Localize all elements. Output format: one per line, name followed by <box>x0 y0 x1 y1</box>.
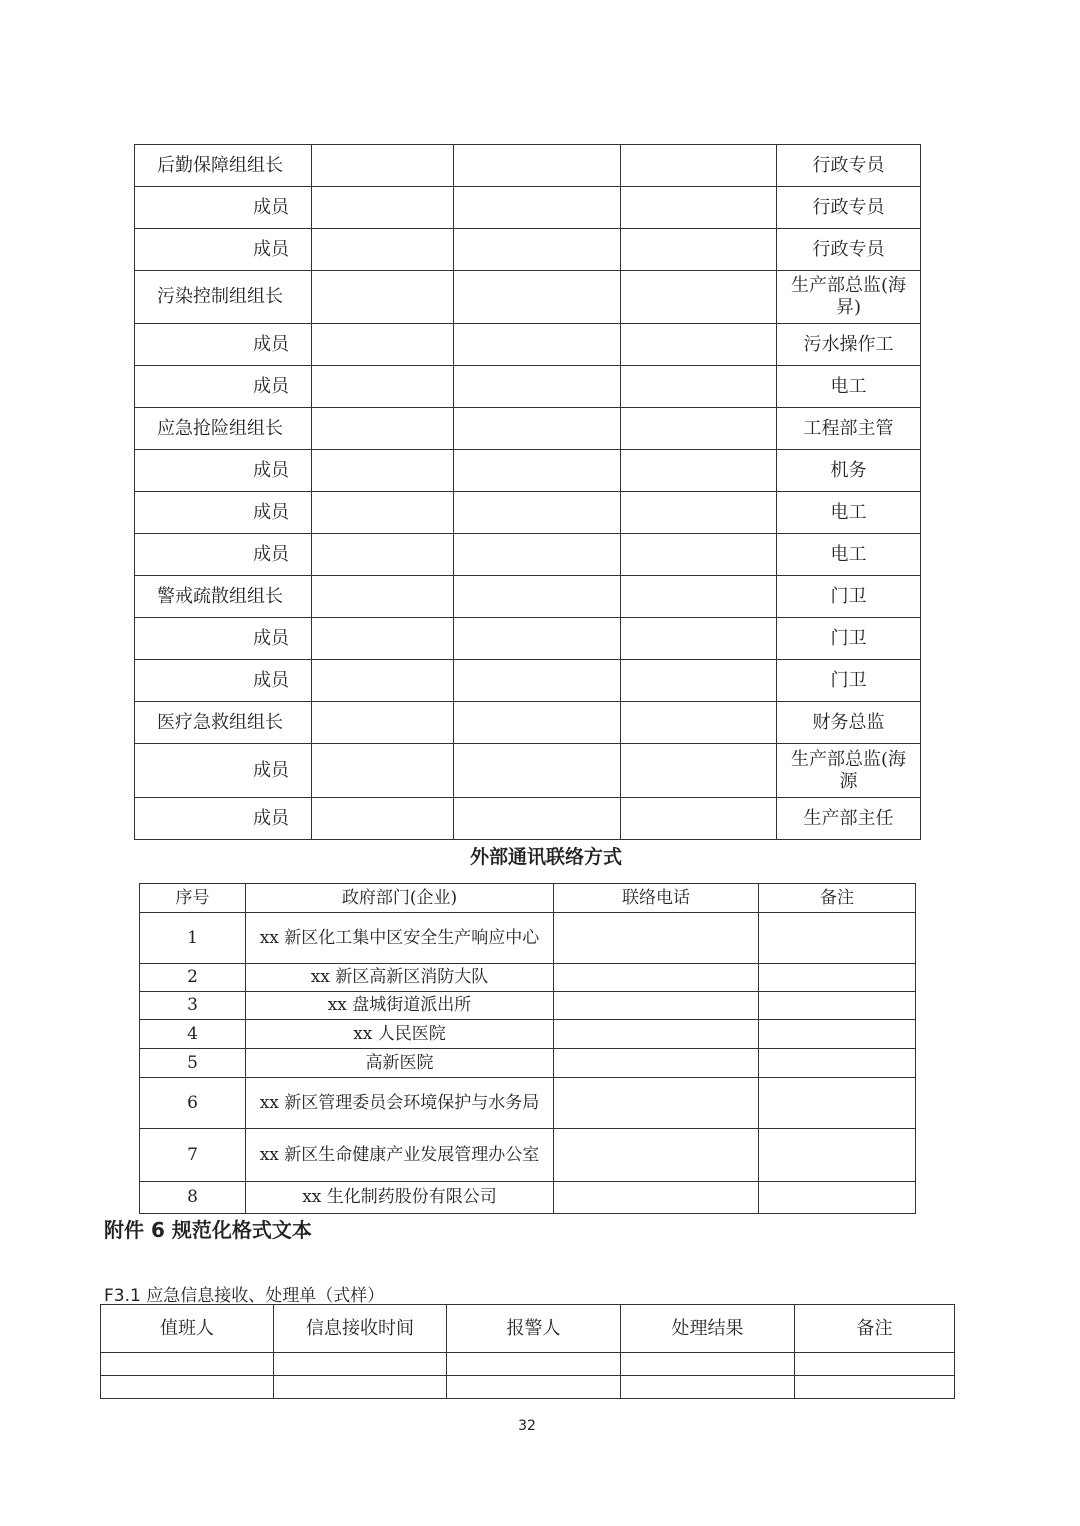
empty-cell <box>621 271 777 324</box>
empty-cell <box>101 1353 274 1376</box>
team-row <box>135 618 921 660</box>
empty-cell <box>621 744 777 798</box>
empty-cell <box>101 1376 274 1399</box>
post-cell: 生产部主任 <box>777 798 921 840</box>
department-cell: xx 人民医院 <box>246 1020 554 1049</box>
external-contacts-title: 外部通讯联络方式 <box>469 846 622 868</box>
header-cell: 值班人 <box>101 1305 274 1353</box>
table-row <box>101 1376 955 1399</box>
role-cell: 成员 <box>135 492 312 534</box>
empty-cell <box>621 366 777 408</box>
empty-cell <box>312 366 454 408</box>
number-cell: 4 <box>140 1020 246 1049</box>
team-row <box>135 576 921 618</box>
empty-cell <box>621 576 777 618</box>
empty-cell <box>621 187 777 229</box>
page-number: 32 <box>518 1418 536 1434</box>
remark-cell <box>759 1182 916 1214</box>
role-cell: 成员 <box>135 450 312 492</box>
remark-cell <box>759 992 916 1020</box>
empty-cell <box>621 324 777 366</box>
empty-cell <box>454 145 621 187</box>
empty-cell <box>454 271 621 324</box>
empty-cell <box>312 660 454 702</box>
empty-cell <box>454 576 621 618</box>
empty-cell <box>795 1353 955 1376</box>
phone-cell <box>554 913 759 964</box>
phone-cell <box>554 1049 759 1078</box>
empty-cell <box>312 534 454 576</box>
remark-cell <box>759 1078 916 1129</box>
department-cell: xx 新区管理委员会环境保护与水务局 <box>246 1078 554 1129</box>
role-cell: 成员 <box>135 534 312 576</box>
table-header-row <box>140 884 916 913</box>
empty-cell <box>621 450 777 492</box>
form-caption: F3.1 应急信息接收、处理单（式样） <box>104 1286 385 1306</box>
role-cell: 应急抢险组组长 <box>135 408 312 450</box>
team-row <box>135 229 921 271</box>
role-cell: 污染控制组组长 <box>135 271 312 324</box>
empty-cell <box>454 229 621 271</box>
empty-cell <box>312 229 454 271</box>
post-cell: 生产部总监(海源 <box>777 744 921 798</box>
empty-cell <box>454 702 621 744</box>
header-cell: 政府部门(企业) <box>246 884 554 913</box>
empty-cell <box>795 1376 955 1399</box>
number-cell: 8 <box>140 1182 246 1214</box>
empty-cell <box>454 366 621 408</box>
empty-cell <box>312 324 454 366</box>
team-row <box>135 492 921 534</box>
table-row <box>140 1129 916 1182</box>
empty-cell <box>312 187 454 229</box>
post-cell: 行政专员 <box>777 145 921 187</box>
team-row <box>135 271 921 324</box>
header-cell: 处理结果 <box>621 1305 795 1353</box>
department-cell: xx 新区高新区消防大队 <box>246 964 554 992</box>
empty-cell <box>312 618 454 660</box>
post-cell: 污水操作工 <box>777 324 921 366</box>
number-cell: 1 <box>140 913 246 964</box>
remark-cell <box>759 1049 916 1078</box>
empty-cell <box>312 408 454 450</box>
team-row <box>135 534 921 576</box>
empty-cell <box>454 408 621 450</box>
department-cell: xx 盘城街道派出所 <box>246 992 554 1020</box>
department-cell: xx 新区生命健康产业发展管理办公室 <box>246 1129 554 1182</box>
empty-cell <box>621 534 777 576</box>
role-cell: 警戒疏散组组长 <box>135 576 312 618</box>
department-cell: xx 生化制药股份有限公司 <box>246 1182 554 1214</box>
empty-cell <box>312 450 454 492</box>
empty-cell <box>454 492 621 534</box>
header-cell: 备注 <box>795 1305 955 1353</box>
post-cell: 电工 <box>777 366 921 408</box>
role-cell: 医疗急救组组长 <box>135 702 312 744</box>
empty-cell <box>274 1353 447 1376</box>
number-cell: 6 <box>140 1078 246 1129</box>
phone-cell <box>554 1182 759 1214</box>
table-row <box>140 1078 916 1129</box>
table-row <box>140 1182 916 1214</box>
header-cell: 报警人 <box>447 1305 621 1353</box>
table-header-row <box>101 1305 955 1353</box>
team-row <box>135 798 921 840</box>
empty-cell <box>312 702 454 744</box>
empty-cell <box>312 492 454 534</box>
post-cell: 电工 <box>777 534 921 576</box>
empty-cell <box>312 798 454 840</box>
post-cell: 生产部总监(海昇) <box>777 271 921 324</box>
appendix-heading: 附件 6 规范化格式文本 <box>104 1218 312 1242</box>
table-row <box>140 913 916 964</box>
role-cell: 成员 <box>135 744 312 798</box>
role-cell: 成员 <box>135 324 312 366</box>
post-cell: 机务 <box>777 450 921 492</box>
header-cell: 联络电话 <box>554 884 759 913</box>
post-cell: 门卫 <box>777 576 921 618</box>
role-cell: 成员 <box>135 366 312 408</box>
team-row <box>135 660 921 702</box>
team-row <box>135 744 921 798</box>
department-cell: 高新医院 <box>246 1049 554 1078</box>
role-cell: 成员 <box>135 618 312 660</box>
table-row <box>140 1049 916 1078</box>
team-row <box>135 450 921 492</box>
empty-cell <box>621 702 777 744</box>
empty-cell <box>312 271 454 324</box>
header-cell: 备注 <box>759 884 916 913</box>
team-row <box>135 324 921 366</box>
header-cell: 信息接收时间 <box>274 1305 447 1353</box>
empty-cell <box>621 618 777 660</box>
role-cell: 成员 <box>135 660 312 702</box>
phone-cell <box>554 1020 759 1049</box>
role-cell: 后勤保障组组长 <box>135 145 312 187</box>
phone-cell <box>554 1078 759 1129</box>
role-cell: 成员 <box>135 229 312 271</box>
empty-cell <box>621 229 777 271</box>
number-cell: 5 <box>140 1049 246 1078</box>
empty-cell <box>312 576 454 618</box>
empty-cell <box>447 1376 621 1399</box>
number-cell: 2 <box>140 964 246 992</box>
team-row <box>135 187 921 229</box>
empty-cell <box>454 744 621 798</box>
number-cell: 7 <box>140 1129 246 1182</box>
team-roster-table <box>134 144 921 840</box>
empty-cell <box>621 145 777 187</box>
remark-cell <box>759 913 916 964</box>
post-cell: 工程部主管 <box>777 408 921 450</box>
phone-cell <box>554 1129 759 1182</box>
phone-cell <box>554 964 759 992</box>
team-row <box>135 408 921 450</box>
empty-cell <box>621 798 777 840</box>
empty-cell <box>621 492 777 534</box>
department-cell: xx 新区化工集中区安全生产响应中心 <box>246 913 554 964</box>
remark-cell <box>759 1020 916 1049</box>
post-cell: 财务总监 <box>777 702 921 744</box>
post-cell: 门卫 <box>777 618 921 660</box>
empty-cell <box>454 534 621 576</box>
post-cell: 电工 <box>777 492 921 534</box>
team-row <box>135 145 921 187</box>
empty-cell <box>454 450 621 492</box>
role-cell: 成员 <box>135 798 312 840</box>
number-cell: 3 <box>140 992 246 1020</box>
table-row <box>140 964 916 992</box>
role-cell: 成员 <box>135 187 312 229</box>
empty-cell <box>621 1353 795 1376</box>
remark-cell <box>759 964 916 992</box>
post-cell: 行政专员 <box>777 187 921 229</box>
empty-cell <box>274 1376 447 1399</box>
post-cell: 行政专员 <box>777 229 921 271</box>
empty-cell <box>454 324 621 366</box>
header-cell: 序号 <box>140 884 246 913</box>
empty-cell <box>312 145 454 187</box>
phone-cell <box>554 992 759 1020</box>
table-row <box>140 992 916 1020</box>
team-row <box>135 702 921 744</box>
empty-cell <box>454 187 621 229</box>
remark-cell <box>759 1129 916 1182</box>
external-contacts-table <box>139 883 916 1214</box>
empty-cell <box>621 660 777 702</box>
empty-cell <box>454 798 621 840</box>
empty-cell <box>447 1353 621 1376</box>
empty-cell <box>621 408 777 450</box>
info-receipt-form-table <box>100 1304 955 1399</box>
empty-cell <box>621 1376 795 1399</box>
empty-cell <box>454 660 621 702</box>
empty-cell <box>454 618 621 660</box>
team-row <box>135 366 921 408</box>
post-cell: 门卫 <box>777 660 921 702</box>
table-row <box>140 1020 916 1049</box>
table-row <box>101 1353 955 1376</box>
empty-cell <box>312 744 454 798</box>
